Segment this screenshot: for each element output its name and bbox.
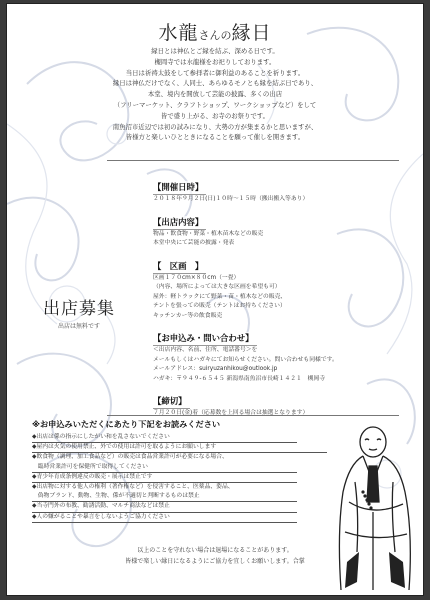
intro-text <box>37 46 393 143</box>
section-line: ７月２０日(金)着（応募数を上回る場合は抽選となります） <box>153 410 309 416</box>
section-date <box>153 175 415 205</box>
section-line: 物品・飲食物・野菜・植木苗木などの販売 <box>153 230 264 237</box>
intro-line: 槻岡寺では水龍様をお祀りしております。 <box>154 57 276 66</box>
section-line: 屋外：軽トラックにて野菜・苗・植木などの販売、 <box>153 293 287 300</box>
intro-line: （フリーマーケット、クラフトショップ、ワークショップなど）をして <box>113 100 317 109</box>
divider-top <box>107 160 399 161</box>
email-address[interactable]: メールアドレス：suiryuzanhikou@outlook.jp <box>153 366 278 372</box>
section-heading: 【お申込み・問い合わせ】 <box>153 332 257 346</box>
free-note: 出店は無料です <box>57 323 100 330</box>
section-apply <box>153 326 415 384</box>
rule-item: ◆出店は係の指示にしたがい和を乱さないでください <box>32 433 297 443</box>
monk-illustration <box>329 422 421 594</box>
section-heading: 【出店内容】 <box>153 216 206 230</box>
intro-line: 縁日は神仏だけでなく、人同士、あらゆるモノとも縁を結ぶ日であり、 <box>112 79 318 88</box>
footer-line: 皆様で楽しい縁日になるようにご協力を宜しくお願いします。合掌 <box>125 557 305 565</box>
recruit-title: 出店募集 <box>43 299 115 319</box>
flyer-sheet <box>7 4 423 595</box>
footer-line: 以上のことを守れない場合は退場になることがあります。 <box>137 547 293 554</box>
intro-line: 当日は祈祷太鼓をして参拝者に御利益のあることを祈ります。 <box>125 68 305 77</box>
section-heading: 【締切】 <box>153 395 190 409</box>
rule-item: ◆飲食物（調理、加工食品など）の販売は食品営業許可が必要になる場合、 <box>32 454 228 461</box>
section-content <box>153 210 415 249</box>
notice-heading: ※お申込みいただくにあたり下記をお読みください <box>32 419 221 429</box>
section-line: ＜出店内容、名前、住所、電話番号＞を <box>153 347 258 353</box>
section-heading: 【 区画 】 <box>153 260 206 274</box>
postal-address: ハガキ：〒９４９-６５４５ 新潟県南魚沼市長崎１４２１ 槻岡寺 <box>153 375 326 382</box>
section-heading: 【開催日時】 <box>153 181 206 195</box>
intro-line: 南魚沼市近辺では初の試みになり、大勢の方が集まるかと思いますが、 <box>112 122 318 131</box>
recruit-heading <box>29 294 129 330</box>
intro-line: 縁日とは神仏とご縁を結ぶ、深める日です。 <box>151 47 279 55</box>
rule-item: ◆出店物に対する他人の権利（著作権など）を侵害すること、医薬品、姿品、 <box>32 484 234 491</box>
rule-item: ◆青少年育成条例違反の販売・展示は禁止です <box>32 473 297 483</box>
intro-line: 皆様方と楽しいひとときになることを願って催しを開きます。 <box>125 133 305 142</box>
section-line: テントを張っての販売（テントはお持ちください） <box>153 303 286 309</box>
divider-middle <box>107 415 399 416</box>
intro-line: 皆で盛り上がる、お寺のお祭りです。 <box>160 111 270 120</box>
notice-section <box>32 419 332 541</box>
section-line: 区画１７０cm×８０cm（一畳） <box>153 274 240 281</box>
page-title <box>7 18 423 45</box>
section-line: ２０１８年９月２日(日)１０時～１５時（搬出搬入等あり） <box>153 196 309 202</box>
rule-item: ◆屋内は火気の使用禁止、外での使用は許可を取るようにお願いします <box>32 443 327 453</box>
section-plot <box>153 254 415 322</box>
title-part-1: 水龍 <box>158 22 199 44</box>
rule-item: ◆当寺門外の布教、勧誘活動、マルチ商法などは禁止 <box>32 502 297 512</box>
title-part-3: 縁日 <box>231 22 272 44</box>
rule-item: 偽物ブランド、動物、生物、係が不適切と判断するものは禁止 <box>32 492 297 502</box>
title-part-2: さんの <box>198 29 232 42</box>
footer-text <box>7 546 423 567</box>
section-line: 本堂中央にて芸能の披露・発表 <box>153 240 235 246</box>
section-line: メールもしくはハガキにてお知らせください。問い合わせも同様です。 <box>153 356 338 363</box>
rule-item: 臨時営業許可を保健所で取得してください <box>32 463 297 473</box>
intro-line: 本堂、境内を開放して芸能の披露、多くの出店 <box>147 90 283 99</box>
section-line: キッチンカー等の飲食販売 <box>153 312 223 319</box>
section-line: （内容、場所によっては大きな区画を希望も可） <box>153 284 281 290</box>
event-info <box>153 175 415 424</box>
rule-item: ◆人の嫌がることや暴言をしないようご協力ください <box>32 513 297 523</box>
